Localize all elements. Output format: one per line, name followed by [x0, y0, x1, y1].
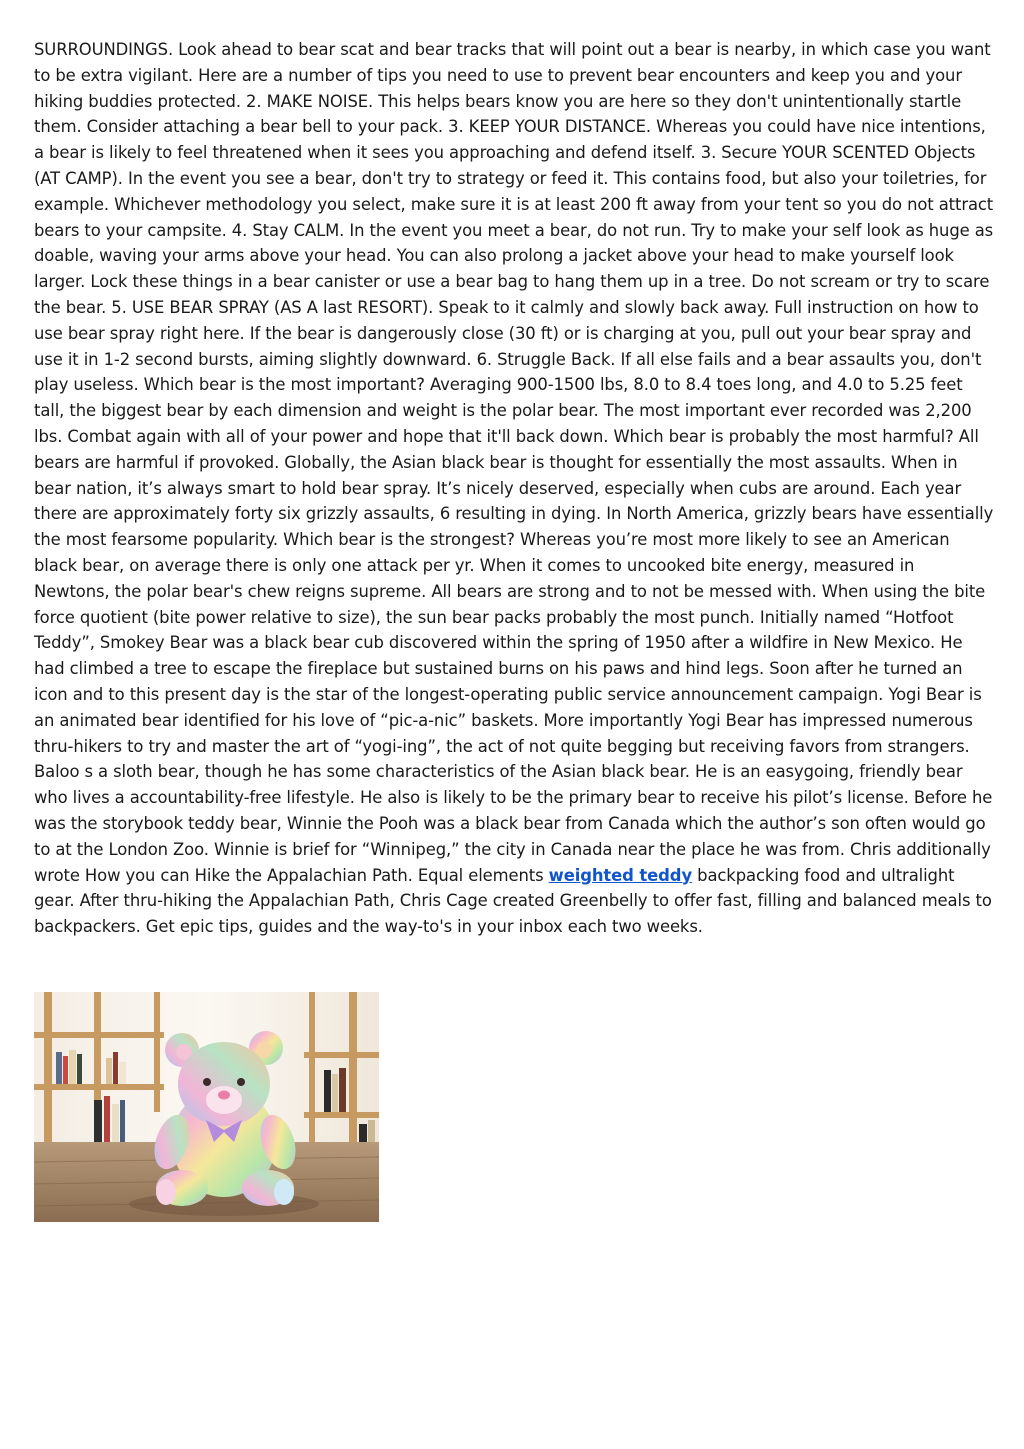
article-body — [34, 37, 994, 940]
article-text-after-link: backpacking food and ultralight gear. After thru-hiking the Appalachian Path, Chris Cage created Greenbelly to offer fast, filling and balanced meals to backpackers. Get epic tips, guides and the way-to's in your inbox each two weeks. — [34, 865, 992, 937]
weighted-teddy-link[interactable]: weighted teddy — [548, 865, 693, 885]
article-text-before-link: SURROUNDINGS. Look ahead to bear scat and bear tracks that will point out a bear is nearby, in which case you want to be extra vigilant. Here are a number of tips you need to use to prevent bear encounters and keep you and your hiking buddies protected. 2. MAKE NOISE. This helps bears know you are here so they don't unintentionally startle them. Consider attaching a bear bell to your pack. 3. KEEP YOUR DISTANCE. Whereas you could have nice intentions, a bear is likely to feel threatened when it sees you approaching and defend itself. 3. Secure YOUR SCENTED Objects (AT CAMP). In the event you see a bear, don't try to strategy or feed it. This contains food, but also your toiletries, for example. Whichever methodology you select, make sure it is at least 200 ft away from your tent so you do not attract bears to your campsite. 4. Stay CALM. In the event you meet a bear, do not run. Try to make your self look as huge as doable, waving your arms above your head. You can also prolong a jacket above your head to make yourself look larger. Lock these things in a bear canister or use a bear bag to hang them up in a tree. Do not scream or try to scare the bear. 5. USE BEAR SPRAY (AS A last RESORT). Speak to it calmly and slowly back away. Full instruction on how to use bear spray right here. If the bear is dangerously close (30 ft) or is charging at you, pull out your bear spray and use it in 1-2 second bursts, aiming slightly downward. 6. Struggle Back. If all else fails and a bear assaults you, don't play useless. Which bear is the most important? Averaging 900-1500 lbs, 8.0 to 8.4 toes long, and 4.0 to 5.25 feet tall, the biggest bear by each dimension and weight is the polar bear. The most important ever recorded was 2,200 lbs. Combat again with all of your power and hope that it'll back down. Which bear is probably the most harmful? All bears are harmful if provoked. Globally, the Asian black bear is thought for essentially the most assaults. When in bear nation, it’s always smart to hold bear spray. It’s nicely deserved, especially when cubs are around. Each year there are approximately forty six grizzly assaults, 6 resulting in dying. In North America, grizzly bears have essentially the most fearsome popularity. Which bear is the strongest? Whereas you’re most more likely to see an American black bear, on average there is only one attack per yr. When it comes to uncooked bite energy, measured in Newtons, the polar bear's chew reigns supreme. All bears are strong and to not be messed with. When using the bite force quotient (bite power relative to size), the sun bear packs probably the most punch. Initially named “Hotfoot Teddy”, Smokey Bear was a black bear cub discovered within the spring of 1950 after a wildfire in New Mexico. He had climbed a tree to escape the fireplace but sustained burns on his paws and hind legs. Soon after he turned an icon and to this present day is the star of the longest-operating public service announcement campaign. Yogi Bear is an animated bear identified for his love of “pic-a-nic” baskets. More importantly Yogi Bear has impressed numerous thru-hikers to try and master the art of “yogi-ing”, the act of not quite begging but receiving favors from strangers. Baloo s a sloth bear, though he has some characteristics of the Asian black bear. He is an easygoing, friendly bear who lives a accountability-free lifestyle. He also is likely to be the primary bear to receive his pilot’s license. Before he was the storybook teddy bear, Winnie the Pooh was a black bear from Canada which the author’s son often would go to at the London Zoo. Winnie is brief for “Winnipeg,” the city in Canada near the place he was from. Chris additionally wrote How you can Hike the Appalachian Path. Equal elements — [34, 40, 994, 885]
rainbow-teddy-bear-photo — [34, 992, 379, 1222]
document-page — [34, 37, 994, 940]
